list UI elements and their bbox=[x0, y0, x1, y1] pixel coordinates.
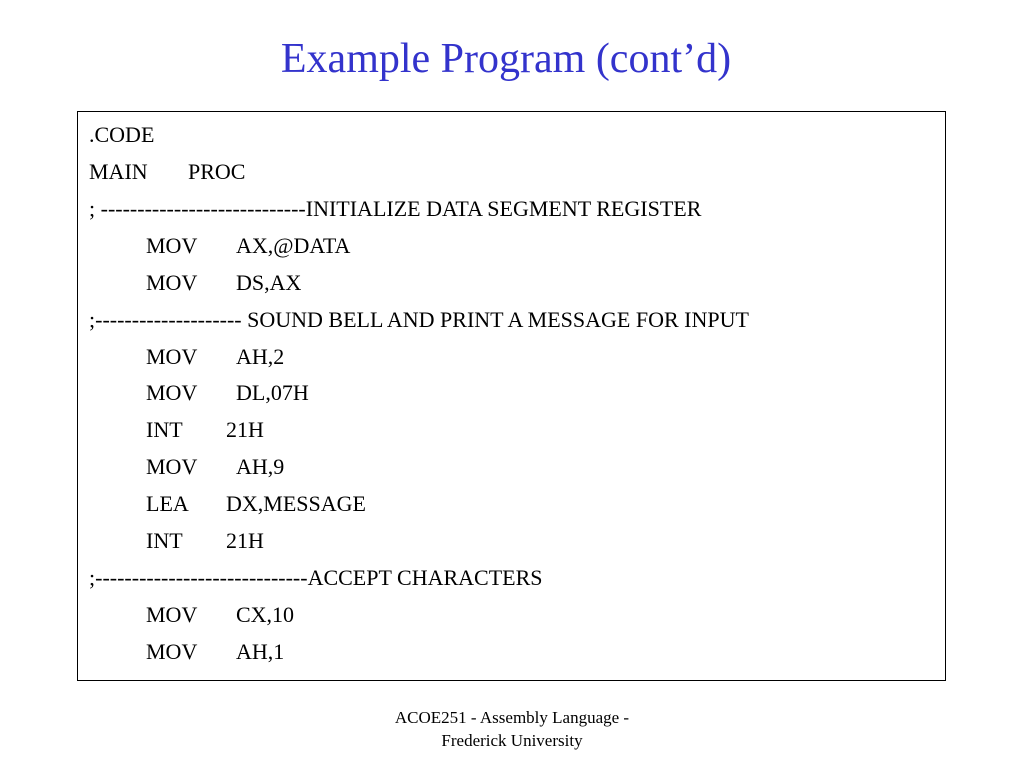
code-operand: DS,AX bbox=[236, 270, 302, 295]
code-line bbox=[146, 448, 284, 485]
code-box bbox=[77, 111, 946, 681]
code-operand: AH,2 bbox=[236, 344, 285, 369]
code-line bbox=[146, 374, 309, 411]
code-line bbox=[146, 264, 301, 301]
code-comment: ;-------------------- SOUND BELL AND PRINT A MESSAGE FOR INPUT bbox=[89, 307, 749, 332]
code-line bbox=[146, 411, 264, 448]
code-operand: AH,1 bbox=[236, 639, 285, 664]
footer-university: Frederick University bbox=[441, 731, 583, 750]
code-comment: ;-----------------------------ACCEPT CHARACTERS bbox=[89, 565, 543, 590]
code-operand: DL,07H bbox=[236, 380, 309, 405]
code-line bbox=[146, 227, 350, 264]
code-opcode: MOV bbox=[146, 270, 198, 295]
code-operand: CX,10 bbox=[236, 602, 295, 627]
code-opcode: MOV bbox=[146, 602, 198, 627]
code-operand: 21H bbox=[226, 528, 264, 553]
code-operand: AX,@DATA bbox=[236, 233, 351, 258]
code-line bbox=[146, 485, 366, 522]
code-comment: ; ----------------------------INITIALIZE DATA SEGMENT REGISTER bbox=[89, 196, 702, 221]
code-opcode: MOV bbox=[146, 639, 198, 664]
code-line: .CODE bbox=[89, 122, 155, 147]
code-opcode: INT bbox=[146, 528, 183, 553]
code-line bbox=[146, 522, 264, 559]
code-operand: AH,9 bbox=[236, 454, 285, 479]
footer-course: ACOE251 - Assembly Language - bbox=[394, 708, 630, 727]
code-opcode: MOV bbox=[146, 233, 198, 258]
code-opcode: MOV bbox=[146, 344, 198, 369]
slide-footer bbox=[0, 706, 1024, 752]
code-line bbox=[146, 633, 284, 670]
code-line bbox=[146, 596, 294, 633]
code-line bbox=[89, 153, 245, 190]
code-opcode: INT bbox=[146, 417, 183, 442]
code-opcode: MOV bbox=[146, 380, 198, 405]
code-line bbox=[146, 338, 284, 375]
code-operand: 21H bbox=[226, 417, 264, 442]
code-label: MAIN bbox=[89, 159, 148, 184]
code-operand: DX,MESSAGE bbox=[226, 491, 366, 516]
slide-title: Example Program (cont’d) bbox=[280, 36, 732, 82]
code-opcode: LEA bbox=[146, 491, 189, 516]
code-directive: PROC bbox=[188, 159, 246, 184]
code-opcode: MOV bbox=[146, 454, 198, 479]
